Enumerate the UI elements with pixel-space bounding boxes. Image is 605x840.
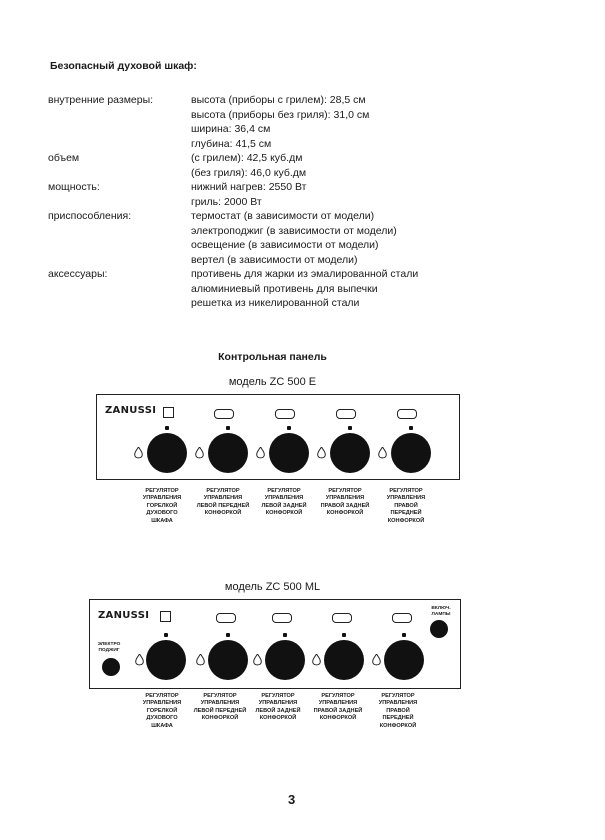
- spec-label: внутренние размеры:: [48, 94, 154, 106]
- spec-value: глубина: 41,5 см: [191, 137, 272, 150]
- large-flame-icon: [312, 654, 321, 669]
- spec-row: [48, 209, 508, 267]
- large-flame-icon: [256, 447, 265, 462]
- oven-symbol-icon: [163, 407, 174, 418]
- spec-values: [191, 151, 508, 180]
- knob-label: РЕГУЛЯТОР УПРАВЛЕНИЯ ЛЕВОЙ ЗАДНЕЙ КОНФОРКОЙ: [261, 488, 307, 517]
- right-front-burner-knob[interactable]: [391, 433, 431, 473]
- spec-value: гриль: 2000 Вт: [191, 195, 262, 208]
- left-front-burner-knob[interactable]: [208, 433, 248, 473]
- knob-label: РЕГУЛЯТОР УПРАВЛЕНИЯ ГОРЕЛКОЙ ДУХОВОГО ШКАФА: [142, 693, 182, 729]
- left-rear-burner-knob[interactable]: [265, 640, 305, 680]
- spec-value: (без гриля): 46,0 куб.дм: [191, 166, 307, 179]
- large-flame-icon: [135, 654, 144, 669]
- spec-row: [48, 151, 508, 180]
- spec-value: высота (приборы с грилем): 28,5 см: [191, 94, 366, 106]
- page-number: 3: [288, 792, 296, 807]
- right-front-burner-knob[interactable]: [384, 640, 424, 680]
- ignition-label: ЭЛЕКТРО ПОДЖИГ: [97, 642, 121, 653]
- spec-label: аксессуары:: [48, 268, 108, 280]
- knob-label: РЕГУЛЯТОР УПРАВЛЕНИЯ ЛЕВОЙ ЗАДНЕЙ КОНФОРКОЙ: [255, 693, 301, 722]
- spec-label: мощность:: [48, 181, 100, 193]
- knob-label: РЕГУЛЯТОР УПРАВЛЕНИЯ ГОРЕЛКОЙ ДУХОВОГО ШКАФА: [142, 488, 182, 524]
- spec-value: вертел (в зависимости от модели): [191, 253, 358, 266]
- spec-values: [191, 267, 508, 311]
- spec-values: [191, 93, 508, 151]
- light-button[interactable]: [430, 620, 448, 638]
- right-rear-burner-knob[interactable]: [324, 640, 364, 680]
- spec-values: [191, 209, 508, 267]
- knob-label: РЕГУЛЯТОР УПРАВЛЕНИЯ ПРАВОЙ ПЕРЕДНЕЙ КОНФОРКОЙ: [378, 693, 418, 729]
- knob-label: РЕГУЛЯТОР УПРАВЛЕНИЯ ПРАВОЙ ПЕРЕДНЕЙ КОНФОРКОЙ: [386, 488, 426, 524]
- knob-label: РЕГУЛЯТОР УПРАВЛЕНИЯ ЛЕВОЙ ПЕРЕДНЕЙ КОНФОРКОЙ: [196, 488, 250, 517]
- control-panel-e: [96, 394, 460, 480]
- large-flame-icon: [317, 447, 326, 462]
- right-rear-burner-knob[interactable]: [330, 433, 370, 473]
- model-ml-title: модель ZC 500 ML: [224, 581, 321, 593]
- spec-value: решетка из никелированной стали: [191, 297, 360, 309]
- burner-symbol-icon: [336, 409, 356, 419]
- large-flame-icon: [134, 447, 143, 462]
- burner-symbol-icon: [216, 613, 236, 623]
- spec-value: ширина: 36,4 см: [191, 123, 271, 135]
- burner-symbol-icon: [214, 409, 234, 419]
- knob-label: РЕГУЛЯТОР УПРАВЛЕНИЯ ПРАВОЙ ЗАДНЕЙ КОНФОРКОЙ: [320, 488, 370, 517]
- burner-symbol-icon: [332, 613, 352, 623]
- knob-label: РЕГУЛЯТОР УПРАВЛЕНИЯ ЛЕВОЙ ПЕРЕДНЕЙ КОНФОРКОЙ: [193, 693, 247, 722]
- control-panel-ml: [89, 599, 461, 689]
- spec-value: (с грилем): 42,5 куб.дм: [191, 152, 303, 164]
- light-label: ВКЛЮЧ. ЛАМПЫ: [431, 606, 451, 617]
- burner-symbol-icon: [397, 409, 417, 419]
- left-rear-burner-knob[interactable]: [269, 433, 309, 473]
- burner-symbol-icon: [275, 409, 295, 419]
- ignition-button[interactable]: [102, 658, 120, 676]
- spec-values: [191, 180, 508, 209]
- burner-symbol-icon: [392, 613, 412, 623]
- spec-value: термостат (в зависимости от модели): [191, 210, 375, 222]
- burner-symbol-icon: [272, 613, 292, 623]
- oven-burner-knob[interactable]: [146, 640, 186, 680]
- large-flame-icon: [372, 654, 381, 669]
- spec-value: алюминиевый противень для выпечки: [191, 282, 378, 295]
- large-flame-icon: [253, 654, 262, 669]
- spec-value: нижний нагрев: 2550 Вт: [191, 181, 307, 193]
- knob-label: РЕГУЛЯТОР УПРАВЛЕНИЯ ПРАВОЙ ЗАДНЕЙ КОНФОРКОЙ: [313, 693, 363, 722]
- left-front-burner-knob[interactable]: [208, 640, 248, 680]
- spec-row: [48, 267, 508, 311]
- spec-row: [48, 180, 508, 209]
- spec-value: электроподжиг (в зависимости от модели): [191, 224, 397, 237]
- spec-list: [48, 93, 508, 311]
- spec-label: объем: [48, 152, 80, 164]
- model-e-title: модель ZC 500 E: [228, 376, 317, 388]
- large-flame-icon: [378, 447, 387, 462]
- section-heading: Безопасный духовой шкаф:: [50, 60, 197, 72]
- large-flame-icon: [196, 654, 205, 669]
- spec-row: [48, 93, 508, 151]
- control-panel-title: Контрольная панель: [218, 351, 327, 363]
- spec-value: противень для жарки из эмалированной стали: [191, 268, 419, 280]
- large-flame-icon: [195, 447, 204, 462]
- spec-value: освещение (в зависимости от модели): [191, 239, 379, 251]
- oven-burner-knob[interactable]: [147, 433, 187, 473]
- oven-symbol-icon: [160, 611, 171, 622]
- brand-logo: ZANUSSI: [105, 405, 157, 416]
- brand-logo: ZANUSSI: [98, 610, 150, 621]
- spec-label: приспособления:: [48, 210, 132, 222]
- spec-value: высота (приборы без гриля): 31,0 см: [191, 108, 370, 121]
